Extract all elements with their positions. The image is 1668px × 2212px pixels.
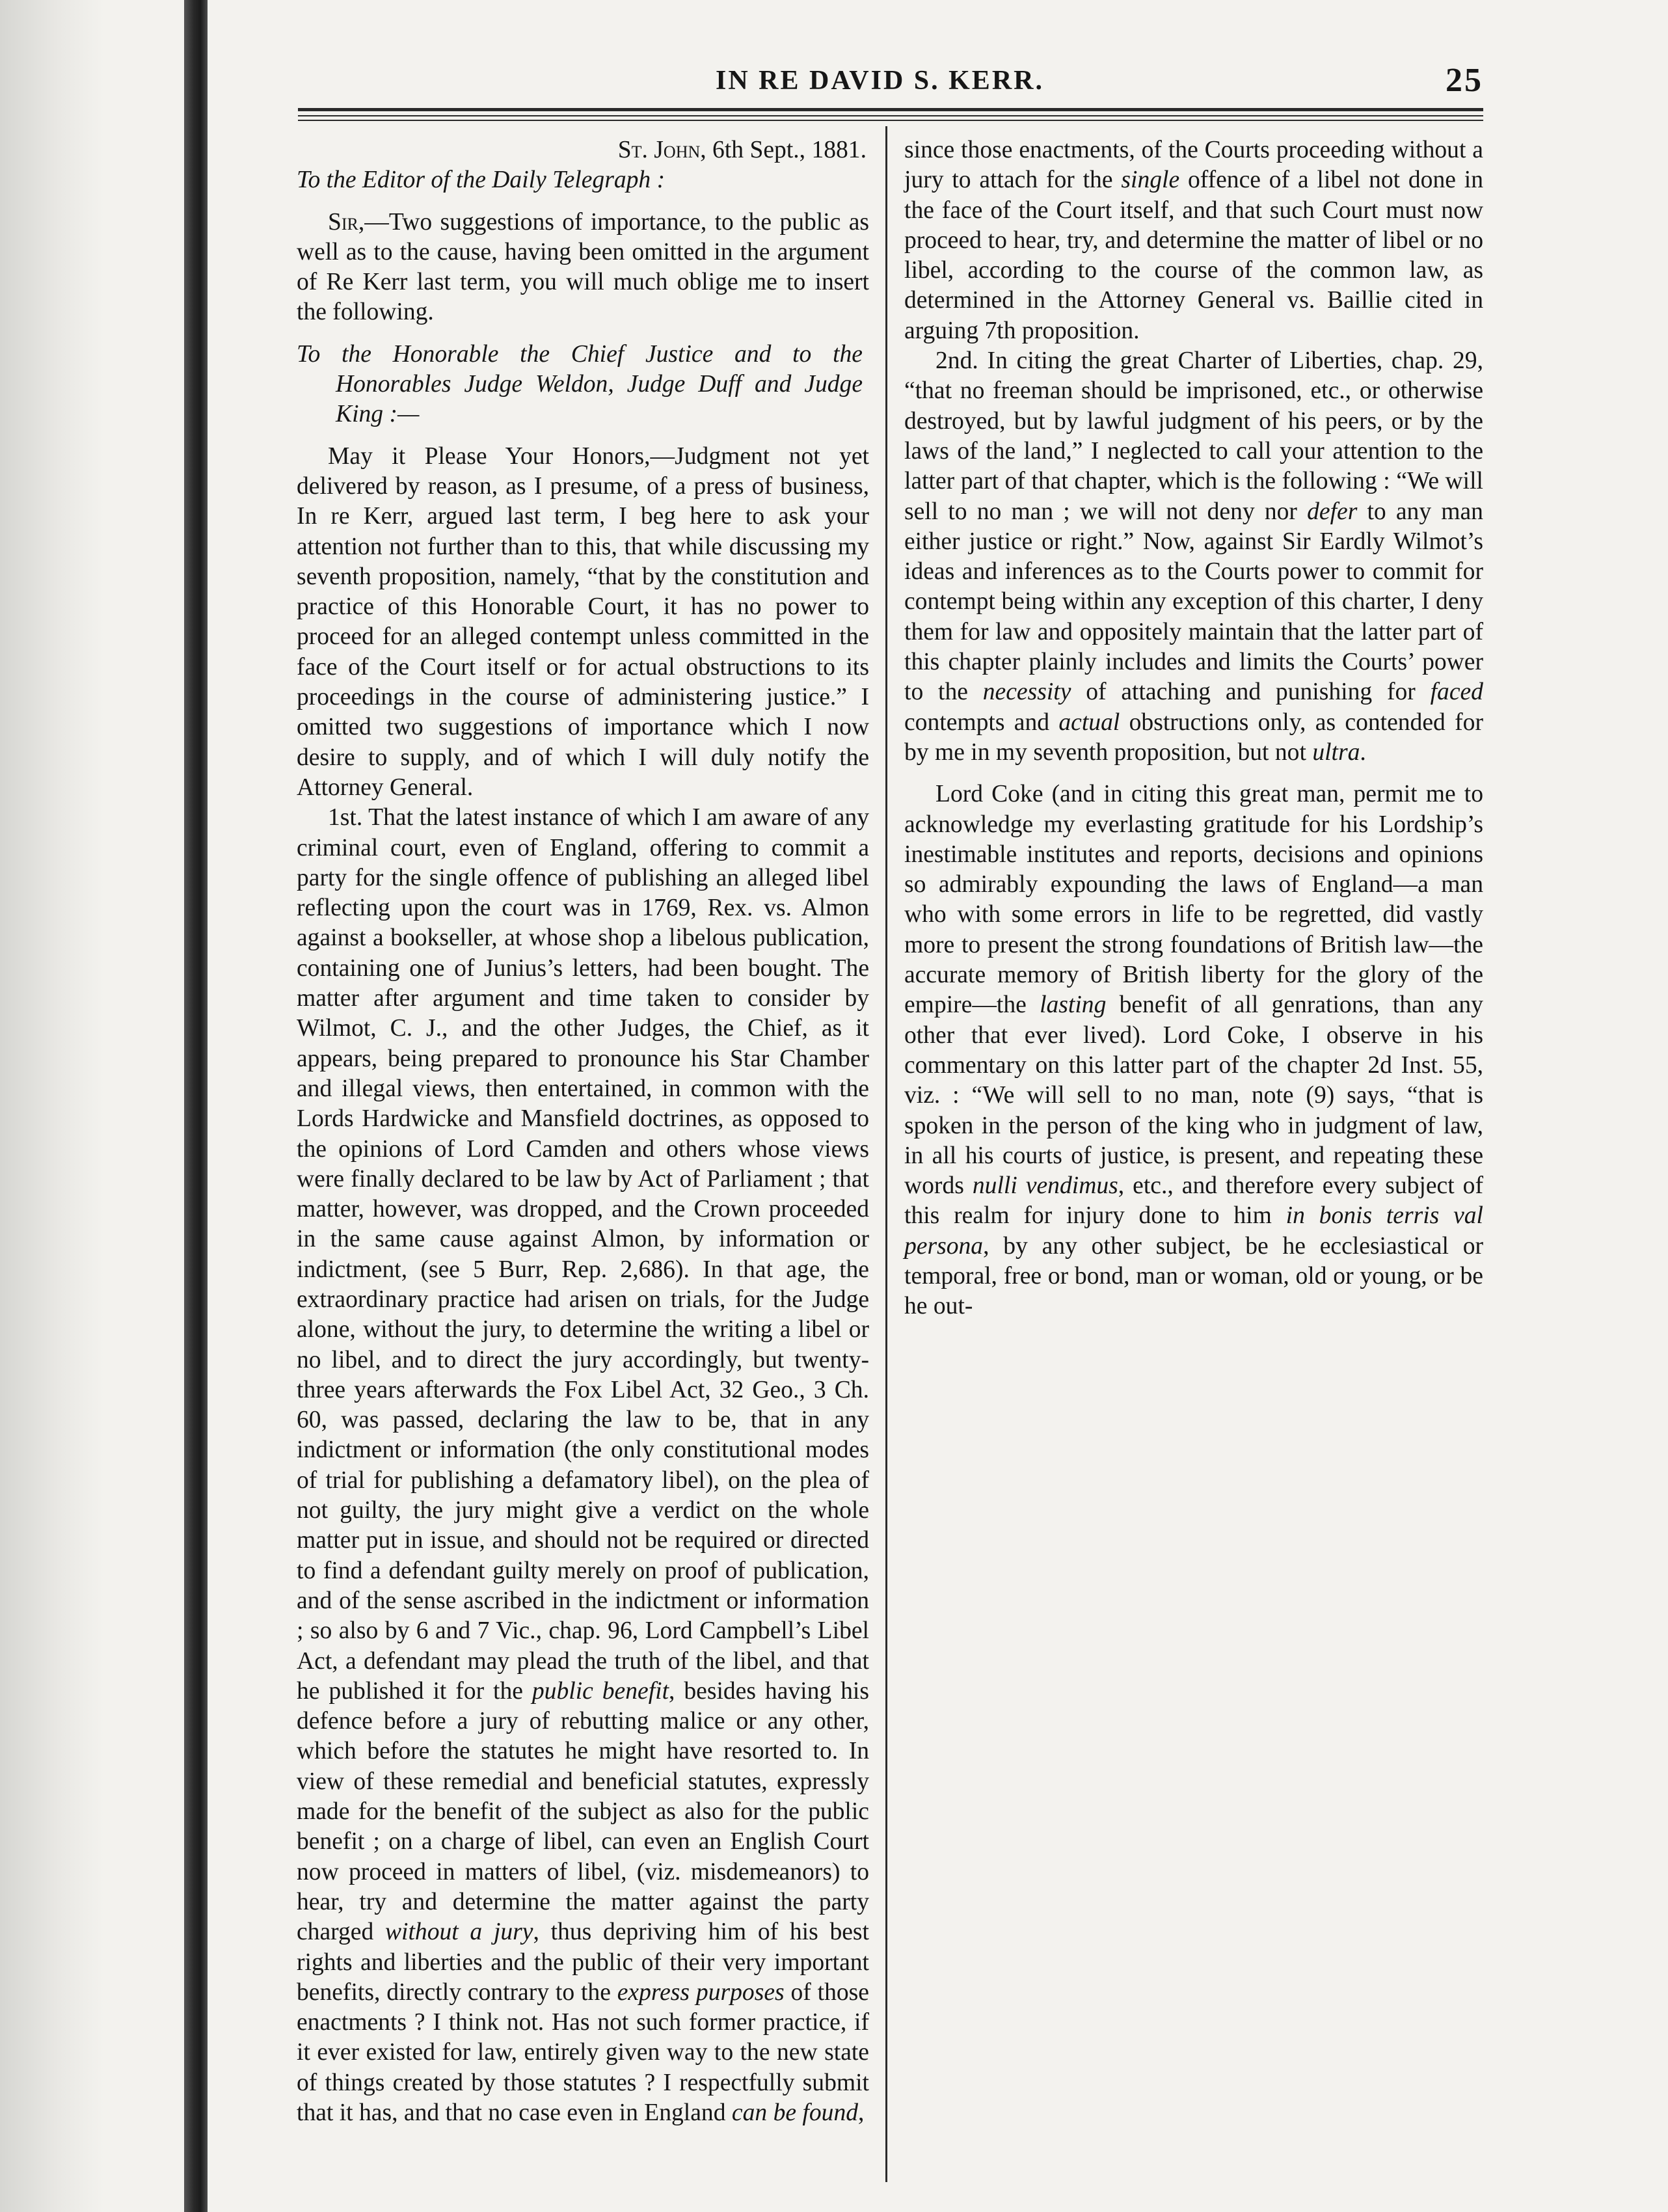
italic-phrase: actual: [1058, 708, 1120, 736]
paragraph-text: contempts and: [904, 708, 1050, 736]
paragraph-text: Lord Coke (and in citing this great man, permit me to acknowledge my everlasting gratitude for his Lordship’s inestimable institutes and reports, decisions and opinions so admirably expounding the laws of England—a man who with some errors in life to be regretted, did vastly more to present the strong foundations of British law—the accurate memory of British liberty for the glory of the empire—the: [904, 781, 1483, 1019]
right-column: [904, 135, 1483, 1322]
paragraph-text: obstructions only, as contended for by me in my seventh proposition, but not: [904, 708, 1483, 766]
paragraph-text: 1st. That the latest instance of which I am aware of any criminal court, even of England, offering to commit a party for the single offence of publishing an alleged libel reflecting upon the court was in 1769, Rex. vs. Almon against a bookseller, at whose shop a libelous publication, containing one of Junius’s letters, had been bought. The matter after argument and time taken to consider by Wilmot, C. J., and the other Judges, the Chief, as it appears, being prepared to pronounce his Star Chamber and illegal views, then entertained, in common with the Lords Hardwicke and Mansfield doctrines, as opposed to the opinions of Lord Camden and others whose views were finally declared to be law by Act of Parliament ; that matter, however, was dropped, and the Crown proceeded in the same cause against Almon, by information or indictment, (see 5 Burr, Rep. 2,686). In that age, the extraordinary practice had arisen on trials, for the Judge alone, without the jury, to determine the writing a libel or no libel, and to direct the jury accordingly, but twenty-three years afterwards the Fox Libel Act, 32 Geo., 3 Ch. 60, was passed, declaring the law to be, that in any indictment or information (the only constitutional modes of trial for publishing a defamatory libel), on the plea of not guilty, the jury might give a verdict on the whole matter put in issue, and should not be required or directed to find a defendant guilty merely on proof of publication, and of the sense ascribed in the indictment or information ; so also by 6 and 7 Vic., chap. 96, Lord Campbell’s Libel Act, a defendant may plead the truth of the libel, and that he published it for the: [297, 804, 869, 1705]
paragraph-text: since those enactments, of the Courts proceeding without a jury to attach for the: [904, 137, 1483, 194]
running-title: IN RE DAVID S. KERR.: [716, 66, 1044, 96]
italic-phrase: defer: [1307, 498, 1358, 525]
letter-paragraph: [904, 779, 1483, 1321]
column-divider: [885, 126, 887, 2182]
paragraph-text: 2nd. In citing the great Charter of Liberties, chap. 29, “that no freeman should be imprisoned, etc., or otherwise destroyed, but by lawful judgment of his peers, or by the laws of the land,” I neglected to call your attention to the latter part of that chapter, which is the following : “We will sell to no man ; we will not deny nor: [904, 347, 1483, 525]
paragraph-text: of attaching and punishing for: [1086, 679, 1416, 706]
page-shadow: [0, 0, 104, 2212]
paragraph-text: , thus depriving him of his best rights and liberties and the public of their very important benefits, directly contrary to the: [297, 1919, 869, 2006]
letter-paragraph: [297, 208, 869, 328]
spacer: [904, 768, 1483, 779]
running-head: [716, 62, 1483, 104]
paragraph-text: offence of a libel not done in the face of the Court itself, and that such Court must now proceed to hear, try, and determine the matter of libel or no libel, according to the course of the common law, as determined in the Attorney General vs. Baillie cited in arguing 7th proposition.: [904, 167, 1483, 344]
spacer: [297, 328, 869, 340]
italic-phrase: necessity: [982, 679, 1071, 706]
binding-edge: [184, 0, 208, 2212]
letter-address-justices: To the Honorable the Chief Justice and to the Honorables Judge Weldon, Judge Duff and Judge King :—: [297, 340, 863, 428]
italic-phrase: without a jury: [384, 1919, 533, 1946]
left-column: [297, 135, 869, 2128]
letter-paragraph: [904, 346, 1483, 768]
italic-phrase: public benefit: [531, 1677, 669, 1705]
dateline-date: , 6th Sept., 1881.: [700, 137, 867, 163]
letter-paragraph: [297, 803, 869, 2128]
italic-phrase: faced: [1430, 679, 1483, 706]
header-rule: [298, 108, 1483, 111]
spacer: [297, 430, 869, 442]
paragraph-text: , besides having his defence before a jury of rebutting malice or any other, which before the statutes he might have resorted to. In view of these remedial and beneficial statutes, expressly made for the benefit of the subject as also for the public benefit ; on a charge of libel, can even an English Court now proceed in matters of libel, (viz. misdemeanors) to hear, try and determine the matter against the party charged: [297, 1677, 869, 1946]
italic-phrase: nulli vendimus: [972, 1172, 1118, 1200]
paragraph-text: , by any other subject, be he ecclesiastical or temporal, free or bond, man or woman, old or young, or be he out-: [904, 1232, 1483, 1320]
header-rule: [298, 115, 1483, 116]
paragraph-text: , etc., and therefore every subject of this realm for injury done to him: [904, 1172, 1483, 1230]
paragraph-text: ,: [858, 2099, 865, 2126]
italic-phrase: in bonis terris val persona: [904, 1202, 1483, 1260]
paragraph-text: .: [1360, 738, 1366, 766]
letter-paragraph: May it Please Your Honors,—Judgment not yet delivered by reason, as I presume, of a press of business, In re Kerr, argued last term, I beg here to ask your attention not further than to this, that while discussing my seventh proposition, namely, “that by the constitution and practice of this Honorable Court, it has no power to proceed for an alleged contempt unless committed in the face of the Court itself or for actual obstructions to its proceedings in the course of administering justice.” I omitted two suggestions of importance which I now desire to supply, and of which I will duly notify the Attorney General.: [297, 442, 869, 801]
italic-phrase: ultra: [1312, 738, 1360, 766]
italic-phrase: can be found: [731, 2099, 859, 2126]
dateline-place: St. John: [617, 137, 701, 163]
italic-phrase: lasting: [1040, 991, 1107, 1019]
paragraph-text: ,—Two suggestions of importance, to the public as well as to the cause, having been omitted in the argument of Re Kerr last term, you will much oblige me to insert the following.: [297, 208, 869, 326]
paragraph-text: of those enactments ? I think not. Has not such former practice, if it ever existed for law, entirely given way to the new state of things created by those statutes ? I respectfully submit that it has, and that no case even in England: [297, 1978, 869, 2126]
paragraph-text: benefit of all genrations, than any other that ever lived). Lord Coke, I observe in his commentary on this latter part of the chapter 2d Inst. 55, viz. : “We will sell to no man, note (9) says, “that is spoken in the person of the king who in judgment of law, in all his courts of justice, is present, and repeating these words: [904, 991, 1483, 1200]
salutation: Sir: [328, 208, 358, 236]
paragraph-text: to any man either justice or right.” Now, against Sir Eardly Wilmot’s ideas and inferences as to the Courts power to commit for contempt being within any exception of this charter, I deny them for law and oppositely maintain that the latter part of this chapter plainly includes and limits the Courts’ power to the: [904, 498, 1483, 706]
dateline: [297, 135, 869, 165]
spacer: [297, 196, 869, 208]
header-rule: [298, 120, 1483, 121]
italic-phrase: single: [1121, 167, 1180, 194]
letter-address-editor: To the Editor of the Daily Telegraph :: [297, 167, 666, 194]
page-number: 25: [1446, 62, 1483, 99]
letter-paragraph-continued: [904, 135, 1483, 346]
italic-phrase: express purposes: [617, 1978, 785, 2006]
